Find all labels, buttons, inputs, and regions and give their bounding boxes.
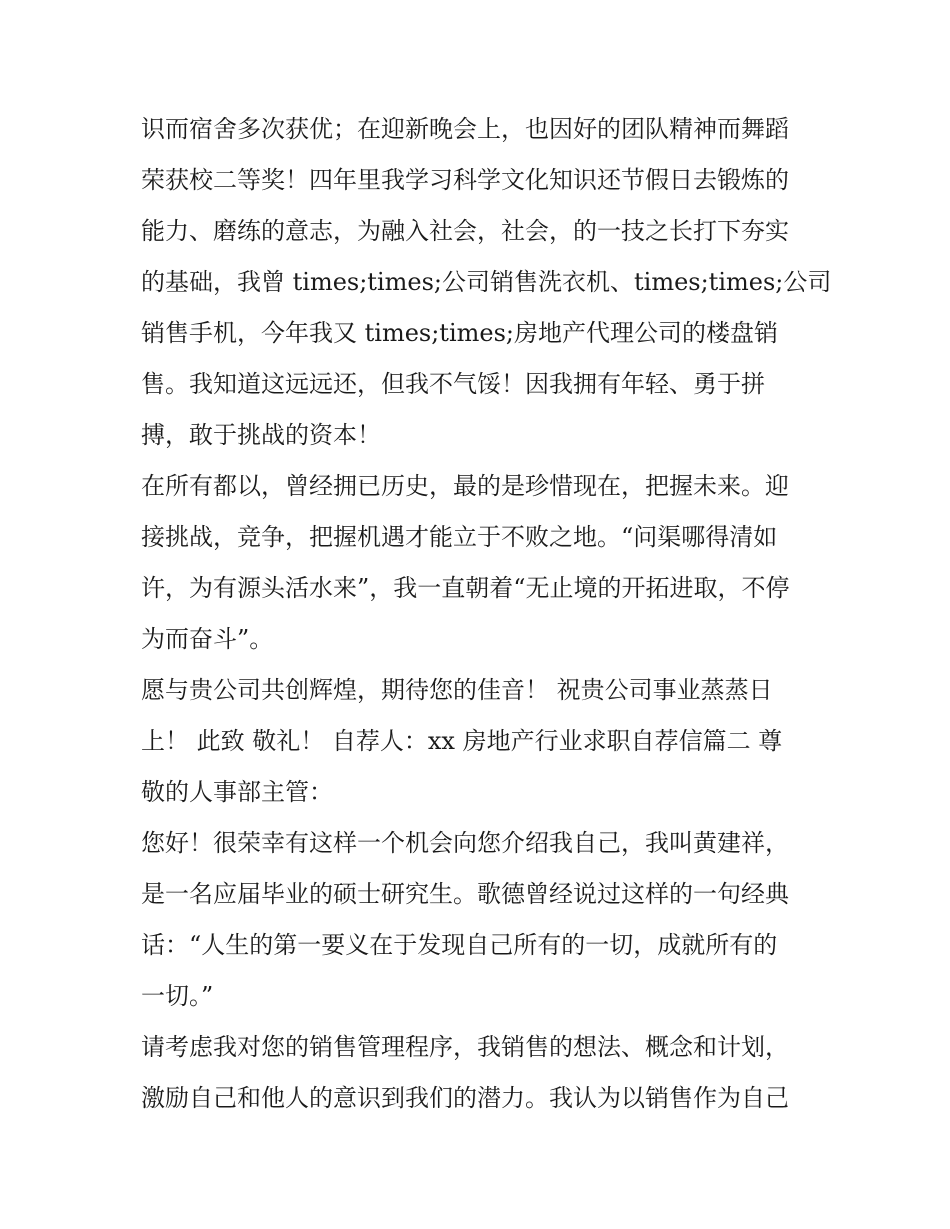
text-line: 激励自己和他人的意识到我们的潜力。我认为以销售作为自己: [141, 1084, 789, 1112]
text-line: 请考虑我对您的销售管理程序，我销售的想法、概念和计划，: [141, 1033, 789, 1061]
text-line: 一切。”: [141, 982, 214, 1010]
text-line: 您好！很荣幸有这样一个机会向您介绍我自己，我叫黄建祥，: [141, 829, 789, 857]
text-line: 上！ 此致 敬礼！ 自荐人：xx 房地产行业求职自荐信篇二 尊: [141, 727, 783, 755]
text-line: 在所有都以，曾经拥已历史，最的是珍惜现在，把握未来。迎: [141, 472, 789, 500]
text-line: 敬的人事部主管：: [141, 778, 333, 806]
text-line: 许，为有源头活水来”，我一直朝着“无止境的开拓进取，不停: [141, 574, 790, 602]
text-line: 是一名应届毕业的硕士研究生。歌德曾经说过这样的一句经典: [141, 880, 789, 908]
text-line: 销售手机，今年我又 times;times;房地产代理公司的楼盘销: [141, 319, 778, 347]
document-body: [141, 104, 832, 1124]
text-line: 愿与贵公司共创辉煌，期待您的佳音！ 祝贵公司事业蒸蒸日: [141, 676, 773, 704]
text-line: 话：“人生的第一要义在于发现自己所有的一切，成就所有的: [141, 931, 778, 959]
text-line: 能力、磨练的意志，为融入社会，社会，的一技之长打下夯实: [141, 217, 789, 245]
text-line: 售。我知道这远远还，但我不气馁！因我拥有年轻、勇于拼: [141, 370, 765, 398]
text-line: 接挑战，竞争，把握机遇才能立于不败之地。“问渠哪得清如: [141, 523, 778, 551]
text-line: 荣获校二等奖！四年里我学习科学文化知识还节假日去锻炼的: [141, 166, 789, 194]
text-line: 为而奋斗”。: [141, 625, 274, 653]
text-line: 的基础，我曾 times;times;公司销售洗衣机、times;times;公司: [141, 268, 832, 296]
text-line: 识而宿舍多次获优；在迎新晚会上，也因好的团队精神而舞蹈: [141, 115, 789, 143]
text-line: 搏，敢于挑战的资本！: [141, 421, 381, 449]
